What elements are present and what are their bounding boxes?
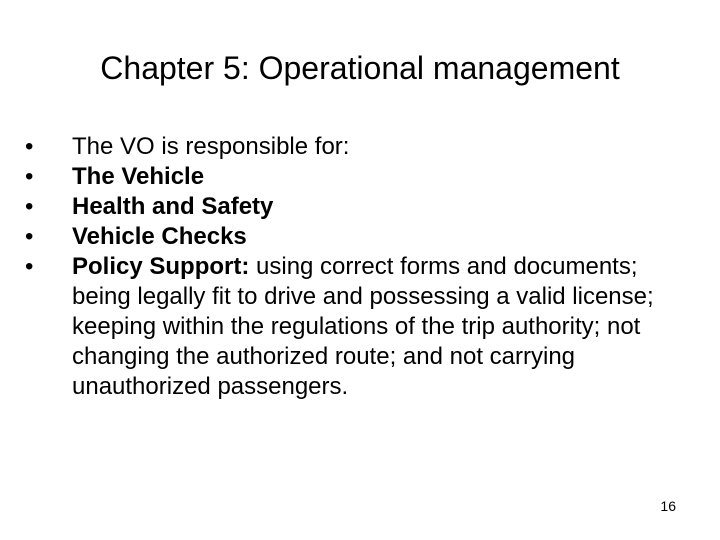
bullet-dot-icon: • bbox=[25, 163, 34, 190]
bullet-list bbox=[0, 132, 720, 402]
bullet-item-vehicle-checks bbox=[0, 222, 720, 252]
bullet-dot-icon: • bbox=[25, 253, 34, 280]
policy-text-passengers: not carrying unauthorized passengers. bbox=[72, 343, 576, 400]
slide-number: 16 bbox=[660, 498, 676, 514]
policy-text-route: not changing the authorized route; and bbox=[72, 313, 641, 370]
bullet-item-the-vehicle bbox=[0, 162, 720, 192]
bullet-dot-icon: • bbox=[25, 133, 34, 160]
slide-title: Chapter 5: Operational management bbox=[100, 50, 620, 86]
bullet-item-policy-support bbox=[0, 252, 720, 402]
policy-text-regulations: keeping within the regulations of the trip authority; bbox=[72, 313, 607, 340]
bullet-text: The VO is responsible for: bbox=[72, 133, 350, 160]
bullet-heading: Vehicle Checks bbox=[72, 223, 247, 250]
bullet-heading: The Vehicle bbox=[72, 163, 205, 190]
policy-text-forms: using correct forms and documents; bbox=[249, 253, 638, 280]
bullet-item-health-and-safety bbox=[0, 192, 720, 222]
bullet-dot-icon: • bbox=[25, 193, 34, 220]
bullet-item-responsibility-intro bbox=[0, 132, 720, 162]
policy-text-fit-to-drive: being legally fit to drive and possessing a valid license; bbox=[72, 283, 654, 310]
bullet-heading: Policy Support: bbox=[72, 253, 250, 280]
bullet-heading: Health and Safety bbox=[72, 193, 274, 220]
bullet-dot-icon: • bbox=[25, 223, 34, 250]
